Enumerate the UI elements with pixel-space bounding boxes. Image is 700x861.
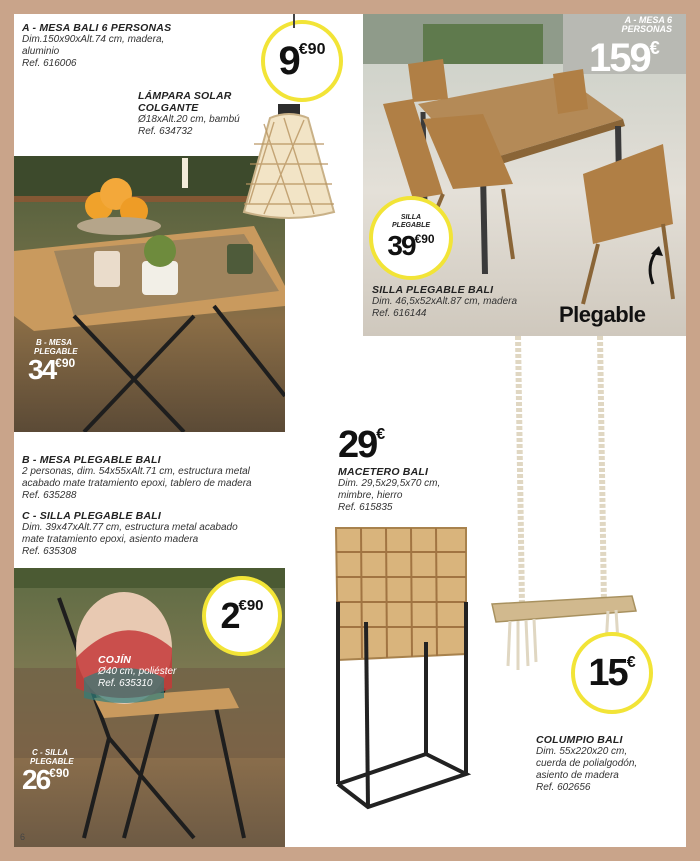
swing-material-2: asiento de madera: [536, 770, 619, 781]
folding-chair-title: SILLA PLEGABLE BALI: [372, 284, 494, 296]
folding-table-price-sup: €90: [55, 356, 76, 370]
folding-chair-badge-2: PLEGABLE: [391, 222, 431, 229]
folding-chair-dims: Dim. 46,5x52xAlt.87 cm, madera: [372, 296, 518, 307]
cushion-price-badge: [202, 576, 282, 656]
chair-c-price-sup: €90: [49, 766, 70, 780]
chair-c-ref: Ref. 635308: [22, 546, 77, 557]
planter-price-sup: €: [376, 426, 386, 443]
planter-title: MACETERO BALI: [338, 466, 429, 478]
folding-chair-badge-1: SILLA: [400, 214, 422, 221]
folding-table-title: B - MESA PLEGABLE BALI: [22, 454, 161, 466]
table-item-material: aluminio: [22, 46, 60, 57]
folding-table-desc-2: acabado mate tratamiento epoxi, tablero de madera: [22, 478, 252, 489]
table-photo-tag: A - MESA 6 PERSONAS: [621, 15, 672, 34]
folding-table-ref: Ref. 635288: [22, 490, 77, 501]
lamp-price-int: 9: [278, 38, 299, 83]
swing-title: COLUMPIO BALI: [536, 734, 623, 746]
lamp-price-sup: €90: [298, 40, 326, 58]
cushion-title: COJÍN: [98, 654, 132, 666]
table-price: [589, 36, 660, 81]
table-item-ref: Ref. 616006: [22, 58, 77, 69]
cushion-ref: Ref. 635310: [98, 678, 153, 689]
lamp-dims: Ø18xAlt.20 cm, bambú: [138, 114, 240, 125]
chair-c-price-int: 26: [22, 764, 50, 795]
table-price-sup: €: [649, 38, 660, 58]
cushion-dims: Ø40 cm, poliéster: [98, 666, 177, 677]
folding-chair-price-int: 39: [387, 230, 415, 261]
table-price-int: 159: [589, 36, 650, 80]
planter-dims: Dim. 29,5x29,5x70 cm,: [338, 478, 441, 489]
plegable-callout: Plegable: [559, 302, 646, 327]
table-item-dims: Dim.150x90xAlt.74 cm, madera,: [22, 34, 165, 45]
lamp-ref: Ref. 634732: [138, 126, 193, 137]
folding-table-desc-1: 2 personas, dim. 54x55xAlt.71 cm, estructura metal: [22, 466, 250, 477]
chair-c-title: C - SILLA PLEGABLE BALI: [22, 510, 161, 522]
catalog-page: [14, 14, 686, 847]
folding-chair-ref: Ref. 616144: [372, 308, 427, 319]
folding-table-price-int: 34: [28, 354, 56, 385]
swing-image: [490, 336, 640, 676]
swing-material-1: cuerda de polialgodón,: [536, 758, 638, 769]
folding-table-tag-2: PLEGABLE: [34, 347, 78, 356]
folding-chair-price-sup: €90: [414, 232, 435, 246]
chair-c-tag-1: C - SILLA: [32, 748, 68, 757]
planter-material: mimbre, hierro: [338, 490, 403, 501]
chair-c-desc-2: mate tratamiento epoxi, asiento madera: [22, 534, 199, 545]
planter-image: [326, 522, 476, 814]
planter-price: [338, 424, 385, 467]
swing-price-int: 15: [588, 651, 627, 694]
folding-table-tag-1: B - MESA: [36, 338, 72, 347]
swing-price-sup: €: [626, 653, 636, 671]
swing-ref: Ref. 602656: [536, 782, 591, 793]
hanger-wire: [293, 14, 295, 28]
swing-price-badge: [571, 632, 653, 714]
solar-lamp-image: [234, 104, 344, 224]
chair-c-desc-1: Dim. 39x47xAlt.77 cm, estructura metal acabado: [22, 522, 238, 533]
cushion-price-int: 2: [220, 595, 239, 636]
folding-chair-price-badge: [369, 196, 453, 280]
chair-c-tag-2: PLEGABLE: [30, 757, 74, 766]
chair-c-price: [22, 764, 69, 796]
table-item-title: A - MESA BALI 6 PERSONAS: [22, 22, 172, 34]
lamp-title-1: LÁMPARA SOLAR: [138, 90, 232, 102]
lamp-title-2: COLGANTE: [138, 102, 199, 114]
lamp-price-badge: [261, 20, 343, 102]
swing-dims: Dim. 55x220x20 cm,: [536, 746, 628, 757]
planter-ref: Ref. 615835: [338, 502, 393, 513]
planter-price-int: 29: [338, 424, 377, 466]
cushion-price-sup: €90: [238, 597, 264, 614]
folding-table-price: [28, 354, 75, 386]
page-number: 6: [20, 832, 26, 842]
